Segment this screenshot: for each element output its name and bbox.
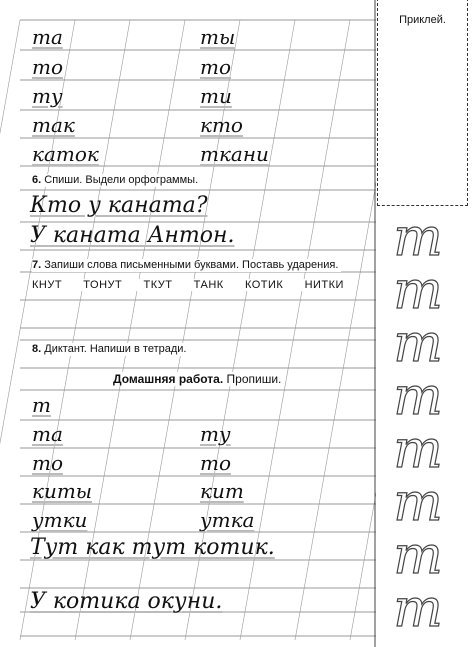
- copy-word: та: [32, 422, 63, 446]
- copy-word: утки: [32, 508, 88, 532]
- copy-word: ту: [200, 422, 231, 446]
- copy-sentence: У каната Антон.: [30, 223, 235, 248]
- copy-word: кит: [200, 479, 244, 503]
- copy-word: ты: [200, 25, 236, 49]
- sticker-area: [377, 0, 468, 206]
- homework-subtitle: Пропиши.: [226, 372, 282, 386]
- homework-heading: Домашняя работа.: [113, 372, 224, 386]
- tracing-column: [380, 208, 470, 642]
- task-text: Диктант. Напиши в тетради.: [44, 343, 187, 355]
- copy-sentence: У котика окуни.: [30, 589, 223, 614]
- tracing-letter: т: [393, 314, 443, 374]
- task-number: 7.: [32, 259, 42, 271]
- copy-word: то: [32, 451, 64, 475]
- word-item: КОТИК: [244, 279, 284, 291]
- copy-word: ткани: [200, 142, 269, 166]
- word-item: ТАНК: [193, 279, 224, 291]
- task-7-instruction: [32, 259, 341, 272]
- word-item: КНУТ: [32, 279, 63, 291]
- copy-word: та: [32, 25, 63, 49]
- copy-word: так: [32, 113, 75, 137]
- tracing-letter: т: [393, 579, 443, 639]
- copy-word: то: [200, 55, 232, 79]
- task-8-instruction: [32, 343, 189, 356]
- word-item: НИТКИ: [304, 279, 344, 291]
- word-item: ТОНУТ: [83, 279, 123, 291]
- tracing-letter: т: [393, 261, 443, 321]
- copy-letter: т: [32, 393, 51, 417]
- copy-word: то: [32, 55, 64, 79]
- copy-sentence: Тут как тут котик.: [30, 535, 275, 560]
- tracing-letter: т: [393, 526, 443, 586]
- copy-word: ту: [32, 84, 63, 108]
- task-6-instruction: [32, 174, 201, 187]
- copy-word: ти: [200, 84, 232, 108]
- tracing-letter: т: [393, 420, 443, 480]
- copy-sentence: Кто у каната?: [30, 193, 208, 218]
- tracing-letter: т: [393, 208, 443, 268]
- copy-word: каток: [32, 142, 99, 166]
- slant-line: [0, 20, 20, 640]
- tracing-letter: т: [393, 473, 443, 533]
- task-number: 6.: [32, 174, 42, 186]
- word-item: ТКУТ: [143, 279, 173, 291]
- word-list: [32, 279, 344, 291]
- copy-word: то: [200, 451, 232, 475]
- tracing-letter: т: [393, 367, 443, 427]
- copy-word: кто: [200, 113, 243, 137]
- slant-line: [295, 20, 376, 640]
- sticker-label: Приклей.: [399, 14, 446, 26]
- task-text: Спиши. Выдели орфограммы.: [44, 174, 199, 186]
- task-number: 8.: [32, 343, 42, 355]
- slant-line: [350, 20, 376, 640]
- task-text: Запиши слова письменными буквами. Поставь ударения.: [44, 259, 339, 271]
- copy-word: утка: [200, 508, 255, 532]
- homework-title: [110, 372, 284, 386]
- copy-word: киты: [32, 479, 93, 503]
